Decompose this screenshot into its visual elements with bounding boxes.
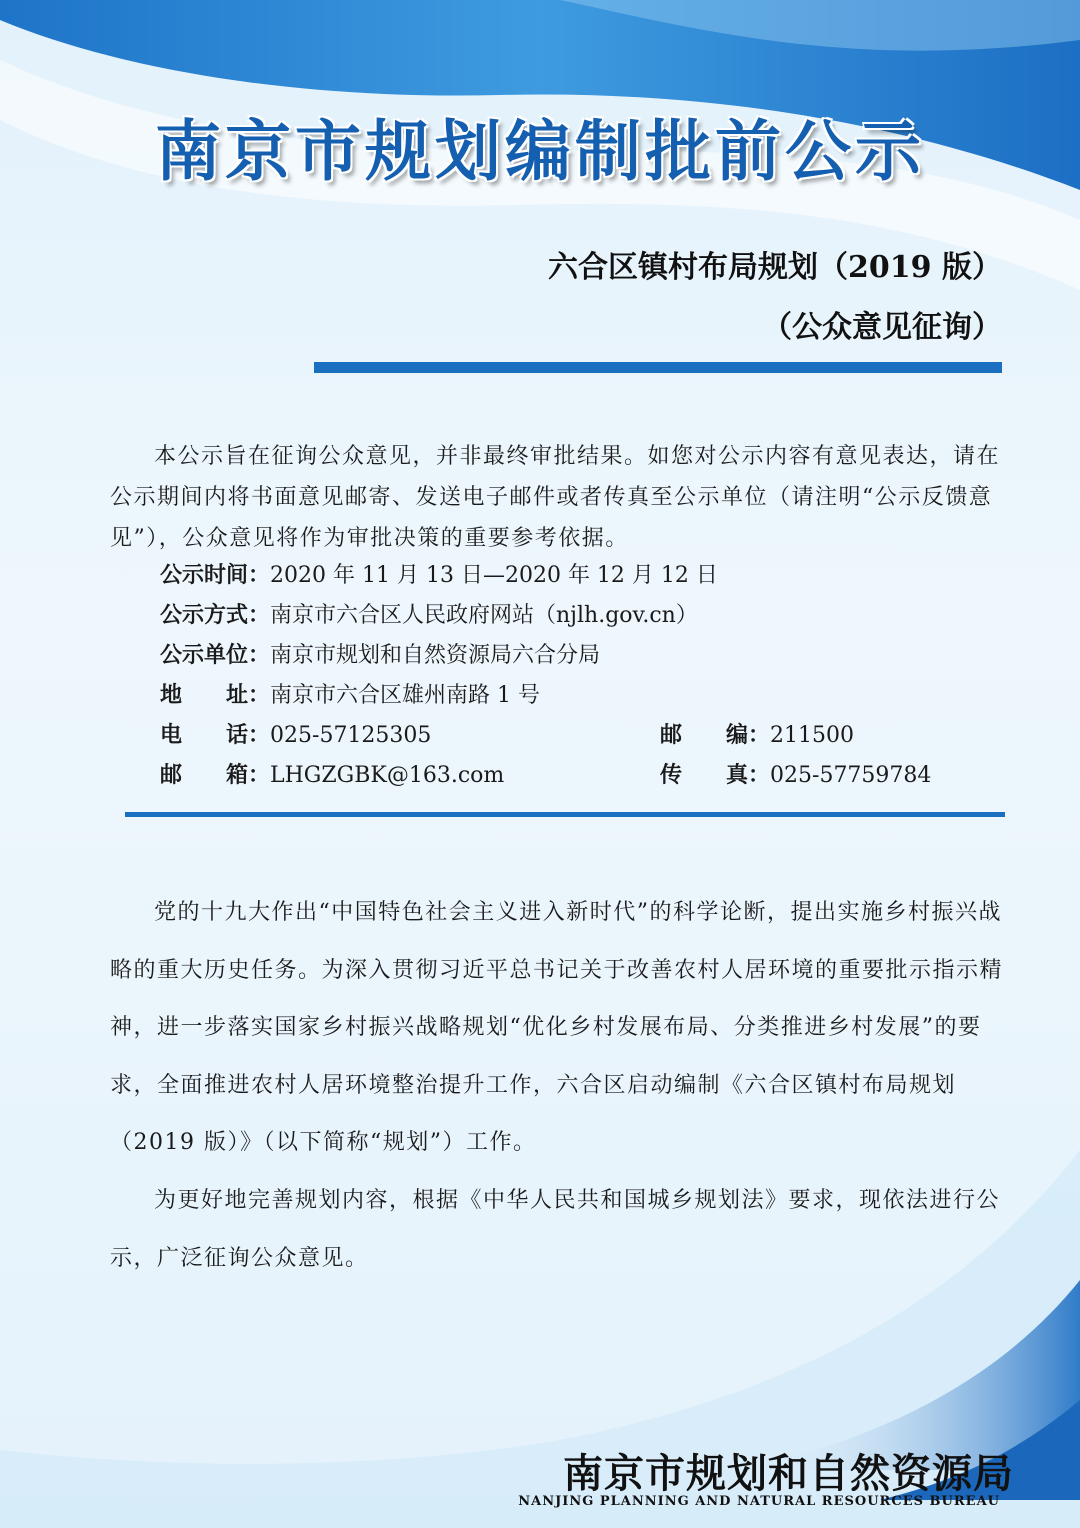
info-label: 公示方式： — [160, 602, 271, 628]
info-row-time — [160, 558, 718, 589]
info-value: 211500 — [770, 723, 854, 748]
info-label: 公示单位： — [160, 642, 271, 668]
intro-paragraph: 本公示旨在征询公众意见，并非最终审批结果。如您对公示内容有意见表达，请在公示期间内将书面意见邮寄、发送电子邮件或者传真至公示单位（请注明“公示反馈意见”），公众意见将作为审批决策的重要参考依据。 — [110, 444, 1001, 551]
info-value: 南京市规划和自然资源局六合分局 — [270, 643, 601, 668]
info-value: 025-57759784 — [770, 763, 932, 788]
info-label: 邮 箱： — [160, 762, 271, 788]
info-row-unit — [160, 638, 600, 669]
info-value: 2020 年 11 月 13 日—2020 年 12 月 12 日 — [270, 563, 718, 588]
consultation-subtitle: （公众意见征询） — [762, 310, 1002, 345]
info-row-fax — [660, 758, 931, 789]
info-value: 南京市六合区雄州南路 1 号 — [270, 683, 540, 708]
info-value: 南京市六合区人民政府网站（njlh.gov.cn） — [270, 603, 698, 628]
info-row-email — [160, 758, 504, 789]
info-value: LHGZGBK@163.com — [270, 763, 505, 788]
footer-organization-en: NANJING PLANNING AND NATURAL RESOURCES BUREAU — [518, 1494, 1000, 1509]
info-row-postcode — [660, 718, 854, 749]
footer-organization-cn: 南京市规划和自然资源局 — [563, 1451, 1014, 1497]
info-label: 电 话： — [160, 722, 271, 748]
info-label: 邮 编： — [660, 722, 771, 748]
info-row-phone — [160, 718, 431, 749]
main-title: 南京市规划编制批前公示 — [155, 113, 925, 190]
body-paragraph-1: 党的十九大作出“中国特色社会主义进入新时代”的科学论断，提出实施乡村振兴战略的重大历史任务。为深入贯彻习近平总书记关于改善农村人居环境的重要批示指示精神，进一步落实国家乡村振兴战略规划“优化乡村发展布局、分类推进乡村发展”的要求，全面推进农村人居环境整治提升工作，六合区启动编制《六合区镇村布局规划（2019 版）》（以下简称“规划”）工作。 — [110, 900, 1004, 1155]
info-row-address — [160, 678, 540, 709]
top-divider — [314, 362, 1002, 373]
info-label: 公示时间： — [160, 562, 271, 588]
info-label: 地 址： — [160, 682, 271, 708]
plan-title: 六合区镇村布局规划（2019 版） — [548, 250, 1002, 285]
info-value: 025-57125305 — [270, 723, 432, 748]
body-paragraph-2: 为更好地完善规划内容，根据《中华人民共和国城乡规划法》要求，现依法进行公示，广泛征询公众意见。 — [110, 1188, 1001, 1271]
info-row-method — [160, 598, 698, 629]
middle-divider — [125, 812, 1005, 817]
info-label: 传 真： — [660, 762, 771, 788]
